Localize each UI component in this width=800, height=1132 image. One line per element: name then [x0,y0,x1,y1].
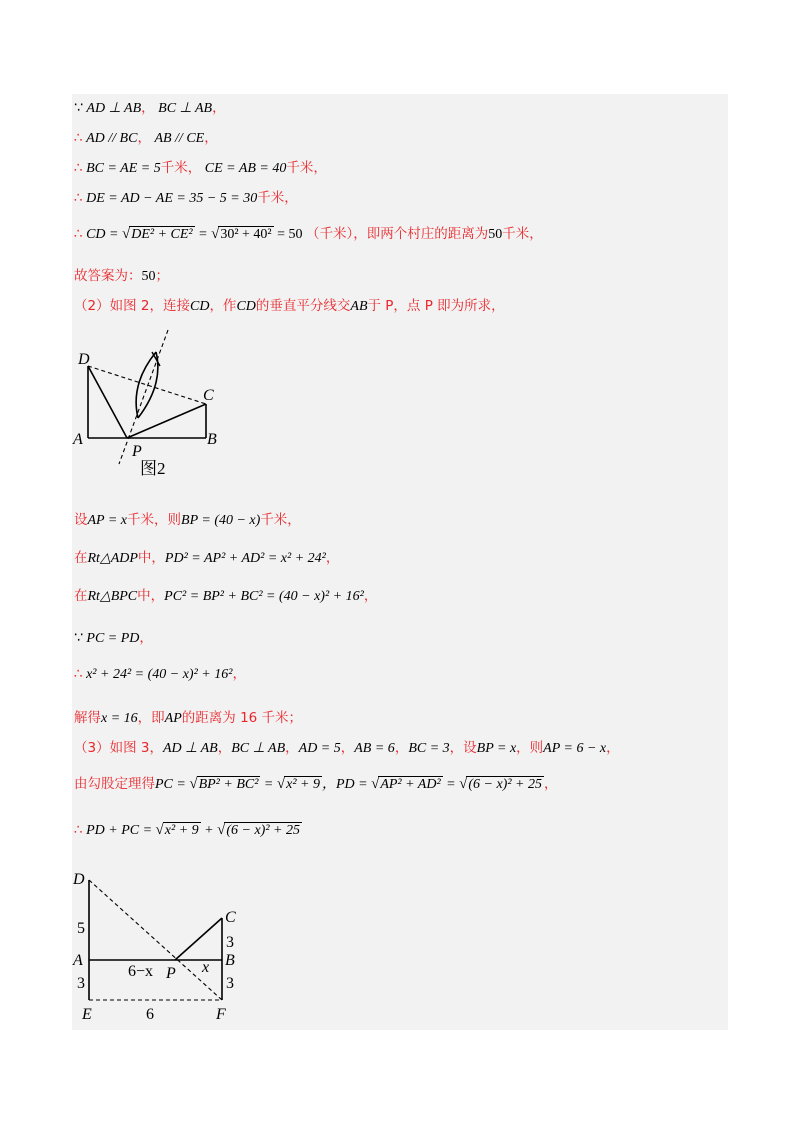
sqrt-sign: √ [189,776,198,792]
label-A: A [73,431,83,448]
label-BF-length: 3 [226,975,234,992]
figure-3 [70,866,250,1024]
line-13: 解得x = 16，即AP的距离为 16 千米； [74,710,303,726]
line-14: （3）如图 3，AD ⊥ AB，BC ⊥ AB，AD = 5，AB = 6，BC = 3，设BP = x，则AP = 6 − x， [74,740,620,756]
perpendicular-bisector-dashed [119,330,168,464]
segment-DF-dashed [89,880,222,1000]
therefore-symbol: ∴ [74,160,83,176]
line-9: 在Rt△ADP中，PD² = AP² + AD² = x² + 24²， [74,550,340,566]
label-BC-length: 3 [226,934,234,951]
line-4: ∴ DE = AD − AE = 35 − 5 = 30千米， [74,190,298,206]
label-D: D [73,871,85,888]
because-symbol: ∵ [74,100,83,116]
line-6: 故答案为：50； [74,268,169,284]
line-11: ∵ PC = PD， [74,630,153,646]
therefore-symbol: ∴ [74,130,83,146]
sqrt-sign: √ [276,776,286,792]
sqrt-sign: √ [371,776,380,792]
label-B: B [225,952,235,969]
arc-left [136,352,156,418]
therefore-symbol: ∴ [74,822,83,838]
sqrt-sign: √ [217,822,226,838]
sqrt-sign: √ [122,226,131,242]
segment-DP [88,366,127,438]
line-12: ∴ x² + 24² = (40 − x)² + 16²， [74,666,246,682]
sqrt-sign: √ [211,226,220,242]
line-7: （2）如图 2，连接CD，作CD的垂直平分线交AB于 P，点 P 即为所求， [74,298,505,314]
therefore-symbol: ∴ [74,190,83,206]
label-B: B [207,431,217,448]
line-1: ∵ AD ⊥ AB， BC ⊥ AB， [74,100,226,116]
label-F: F [216,1006,226,1023]
label-C: C [225,909,236,926]
line-10: 在Rt△BPC中，PC² = BP² + BC² = (40 − x)² + 16²， [74,588,378,604]
label-AE-length: 3 [77,975,85,992]
line-2: ∴ AD // BC， AB // CE， [74,130,218,146]
because-symbol: ∵ [74,630,83,646]
label-P: P [132,443,142,460]
line-15: 由勾股定理得PC = √BP² + BC² = √x² + 9 ，PD = √AP² + AD² = √(6 − x)² + 25 ， [74,776,558,792]
line-16: ∴ PD + PC = √x² + 9 + √(6 − x)² + 25 [74,822,300,838]
sqrt-sign: √ [459,776,468,792]
figure-2 [70,322,230,480]
label-C: C [203,387,214,404]
label-P: P [166,965,176,982]
sqrt-sign: √ [155,822,164,838]
label-E: E [82,1006,92,1023]
line-5: ∴ CD = √DE² + CE² = √30² + 40² = 50 （千米），即两个村庄的距离为50千米， [74,226,543,242]
label-D: D [78,351,90,368]
label-A: A [73,952,83,969]
label-AP-length: 6−x [128,963,154,980]
therefore-symbol: ∴ [74,666,83,682]
line-8: 设AP = x千米，则BP = (40 − x)千米， [74,512,301,528]
label-EF-length: 6 [146,1006,154,1023]
line-3: ∴ BC = AE = 5千米， CE = AB = 40千米， [74,160,327,176]
therefore-symbol: ∴ [74,226,83,242]
figure-caption: 图2 [140,459,166,478]
label-AD-length: 5 [77,920,85,937]
segment-PC [175,918,222,960]
label-PB-length: x [202,959,210,976]
